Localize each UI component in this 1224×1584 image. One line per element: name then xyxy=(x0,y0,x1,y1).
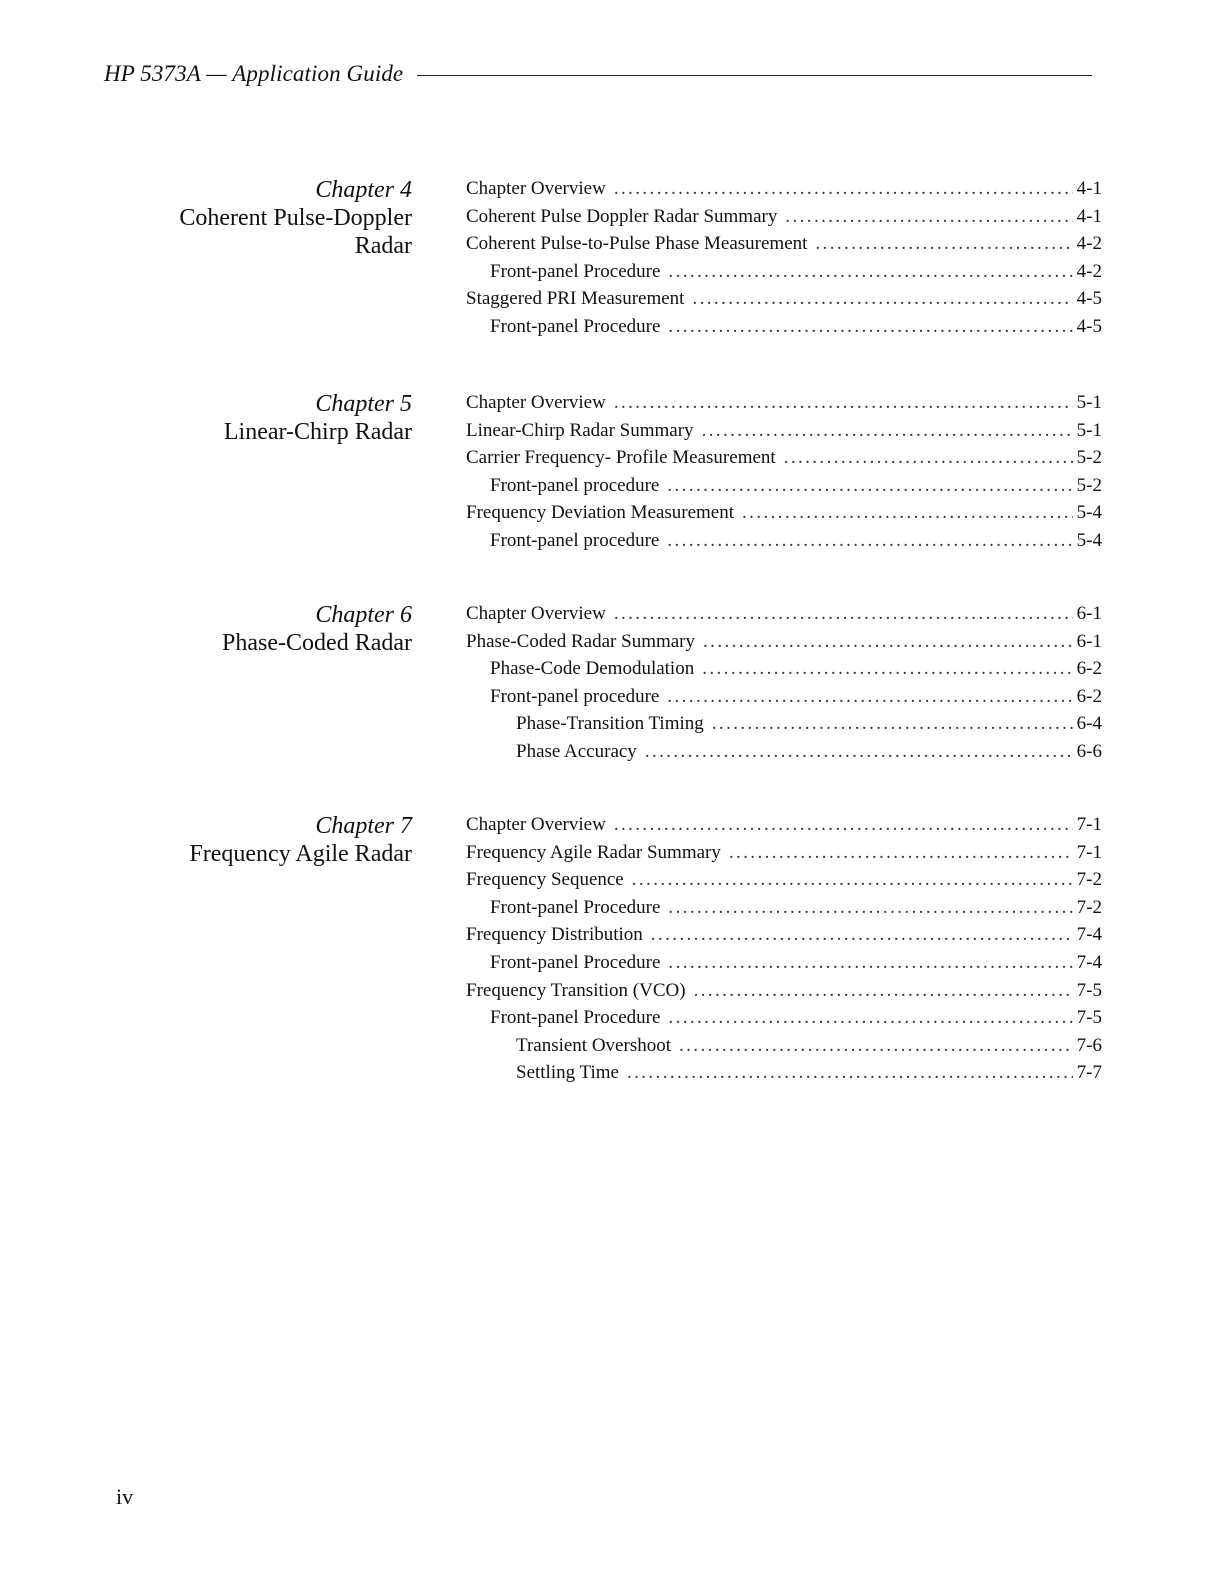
chapter-title xyxy=(100,812,412,868)
dot-leader xyxy=(627,1062,1073,1084)
toc-entry[interactable] xyxy=(466,1062,1102,1090)
toc-entry-page: 6-1 xyxy=(1076,630,1102,652)
toc-entry-page: 4-1 xyxy=(1076,205,1102,227)
chapter-title xyxy=(100,601,412,657)
dot-leader xyxy=(614,603,1073,625)
toc-entry-page: 7-7 xyxy=(1076,1062,1102,1084)
toc-entry[interactable] xyxy=(466,475,1102,503)
dot-leader xyxy=(651,924,1073,946)
toc-entry[interactable] xyxy=(466,206,1102,234)
dot-leader xyxy=(667,475,1072,497)
toc-entry[interactable] xyxy=(466,952,1102,980)
dot-leader xyxy=(703,631,1073,653)
dot-leader xyxy=(668,952,1072,974)
page-header xyxy=(104,58,1092,90)
toc-entry[interactable] xyxy=(466,447,1102,475)
dot-leader xyxy=(667,530,1072,552)
chapter-name: Linear-Chirp Radar xyxy=(223,419,412,445)
toc-entry-page: 6-4 xyxy=(1076,713,1102,735)
dot-leader xyxy=(815,233,1072,255)
toc-entry-page: 6-6 xyxy=(1076,740,1102,762)
toc-entry-page: 6-1 xyxy=(1076,603,1102,624)
toc-entry-page: 4-2 xyxy=(1076,260,1102,282)
toc-entry-page: 7-2 xyxy=(1076,896,1102,918)
chapter-title xyxy=(100,390,412,446)
toc-entry[interactable] xyxy=(466,924,1102,952)
toc-entry[interactable] xyxy=(466,530,1102,558)
toc-entry[interactable] xyxy=(466,686,1102,714)
toc-entry[interactable] xyxy=(466,631,1102,659)
toc-entry-title: Chapter Overview xyxy=(466,603,606,624)
dot-leader xyxy=(614,392,1073,414)
chapter-name: Radar xyxy=(354,233,412,259)
dot-leader xyxy=(679,1035,1073,1057)
toc-entry[interactable] xyxy=(466,658,1102,686)
toc-entry-page: 7-4 xyxy=(1076,924,1102,946)
dot-leader xyxy=(702,658,1072,680)
toc-entry-title: Chapter Overview xyxy=(466,392,606,413)
toc-entry-title: Front-panel Procedure xyxy=(490,260,661,282)
dot-leader xyxy=(614,178,1073,200)
toc-entry-title: Frequency Agile Radar Summary xyxy=(466,841,721,863)
toc-entry-title: Chapter Overview xyxy=(466,178,606,199)
toc-entry-title: Transient Overshoot xyxy=(516,1034,671,1056)
toc-entry-page: 7-1 xyxy=(1076,841,1102,863)
dot-leader xyxy=(614,814,1073,836)
toc-entry-page: 7-6 xyxy=(1076,1034,1102,1056)
dot-leader xyxy=(668,316,1072,338)
toc-entry[interactable] xyxy=(466,1007,1102,1035)
toc-entry[interactable] xyxy=(466,814,1102,842)
chapter-title xyxy=(100,176,412,260)
dot-leader xyxy=(784,447,1073,469)
toc-entry[interactable] xyxy=(466,261,1102,289)
toc-entry-page: 4-2 xyxy=(1076,233,1102,255)
toc-entry-title: Front-panel procedure xyxy=(490,685,660,707)
toc-entry-page: 5-4 xyxy=(1076,529,1102,551)
toc-entry[interactable] xyxy=(466,842,1102,870)
dot-leader xyxy=(668,261,1072,283)
toc-entry-title: Chapter Overview xyxy=(466,814,606,835)
toc-entry-title: Frequency Transition (VCO) xyxy=(466,979,686,1001)
toc-entry[interactable] xyxy=(466,980,1102,1008)
toc-entry-page: 4-5 xyxy=(1076,288,1102,310)
toc-entry[interactable] xyxy=(466,603,1102,631)
toc-entry[interactable] xyxy=(466,288,1102,316)
toc-entry[interactable] xyxy=(466,713,1102,741)
toc-list xyxy=(466,178,1102,344)
toc-entry-title: Front-panel Procedure xyxy=(490,315,661,337)
toc-list xyxy=(466,392,1102,558)
toc-entry-page: 7-5 xyxy=(1076,979,1102,1001)
dot-leader xyxy=(712,713,1073,735)
toc-entry-page: 5-2 xyxy=(1076,474,1102,496)
toc-entry-title: Frequency Deviation Measurement xyxy=(466,502,735,524)
toc-entry-title: Front-panel procedure xyxy=(490,474,660,496)
dot-leader xyxy=(742,502,1073,524)
header-rule xyxy=(417,75,1092,76)
dot-leader xyxy=(702,420,1073,442)
toc-entry-title: Carrier Frequency- Profile Measurement xyxy=(466,447,776,469)
toc-entry-page: 7-5 xyxy=(1076,1007,1102,1029)
dot-leader xyxy=(729,842,1073,864)
chapter-label: Chapter 5 xyxy=(315,391,412,417)
dot-leader xyxy=(645,741,1073,763)
toc-entry-page: 6-2 xyxy=(1076,658,1102,680)
toc-entry-title: Frequency Sequence xyxy=(466,869,624,891)
chapter-name: Frequency Agile Radar xyxy=(189,841,412,867)
toc-entry-page: 7-2 xyxy=(1076,869,1102,891)
dot-leader xyxy=(632,869,1073,891)
dot-leader xyxy=(694,980,1073,1002)
toc-entry-title: Phase-Code Demodulation xyxy=(490,658,695,680)
toc-entry[interactable] xyxy=(466,420,1102,448)
dot-leader xyxy=(667,686,1072,708)
toc-entry-page: 7-1 xyxy=(1076,814,1102,835)
toc-entry-title: Phase Accuracy xyxy=(516,740,637,762)
toc-entry-page: 5-1 xyxy=(1076,392,1102,413)
toc-entry[interactable] xyxy=(466,316,1102,344)
toc-entry[interactable] xyxy=(466,869,1102,897)
chapter-label: Chapter 7 xyxy=(315,813,412,839)
toc-entry-title: Linear-Chirp Radar Summary xyxy=(466,419,694,441)
toc-entry[interactable] xyxy=(466,392,1102,420)
chapter-name: Coherent Pulse-Doppler xyxy=(179,205,412,231)
toc-list xyxy=(466,814,1102,1090)
toc-entry-title: Coherent Pulse Doppler Radar Summary xyxy=(466,205,778,227)
dot-leader xyxy=(668,1007,1072,1029)
toc-entry[interactable] xyxy=(466,897,1102,925)
toc-entry-page: 5-4 xyxy=(1076,502,1102,524)
toc-entry[interactable] xyxy=(466,233,1102,261)
toc-entry[interactable] xyxy=(466,1035,1102,1063)
header-title: HP 5373A — Application Guide xyxy=(104,61,404,86)
dot-leader xyxy=(668,897,1072,919)
chapter-name: Phase-Coded Radar xyxy=(222,630,412,656)
toc-entry-page: 6-2 xyxy=(1076,685,1102,707)
toc-entry-page: 4-1 xyxy=(1076,178,1102,199)
toc-entry[interactable] xyxy=(466,741,1102,769)
toc-list xyxy=(466,603,1102,769)
footer-page-number: iv xyxy=(116,1484,134,1509)
toc-entry-page: 4-5 xyxy=(1076,315,1102,337)
toc-entry-title: Settling Time xyxy=(516,1062,619,1084)
toc-entry-title: Coherent Pulse-to-Pulse Phase Measurement xyxy=(466,233,808,255)
toc-entry-title: Phase-Coded Radar Summary xyxy=(466,630,696,652)
toc-entry-page: 5-1 xyxy=(1076,419,1102,441)
toc-entry-page: 5-2 xyxy=(1076,447,1102,469)
toc-entry-title: Staggered PRI Measurement xyxy=(466,288,685,310)
chapter-label: Chapter 4 xyxy=(315,177,412,203)
dot-leader xyxy=(692,288,1072,310)
dot-leader xyxy=(785,206,1072,228)
toc-entry-title: Front-panel procedure xyxy=(490,529,660,551)
toc-entry-title: Front-panel Procedure xyxy=(490,896,661,918)
toc-entry-title: Frequency Distribution xyxy=(466,924,643,946)
toc-entry-title: Front-panel Procedure xyxy=(490,1007,661,1029)
toc-entry[interactable] xyxy=(466,502,1102,530)
toc-entry-title: Front-panel Procedure xyxy=(490,951,661,973)
toc-entry-page: 7-4 xyxy=(1076,951,1102,973)
toc-entry-title: Phase-Transition Timing xyxy=(516,713,704,735)
toc-entry[interactable] xyxy=(466,178,1102,206)
chapter-label: Chapter 6 xyxy=(315,602,412,628)
